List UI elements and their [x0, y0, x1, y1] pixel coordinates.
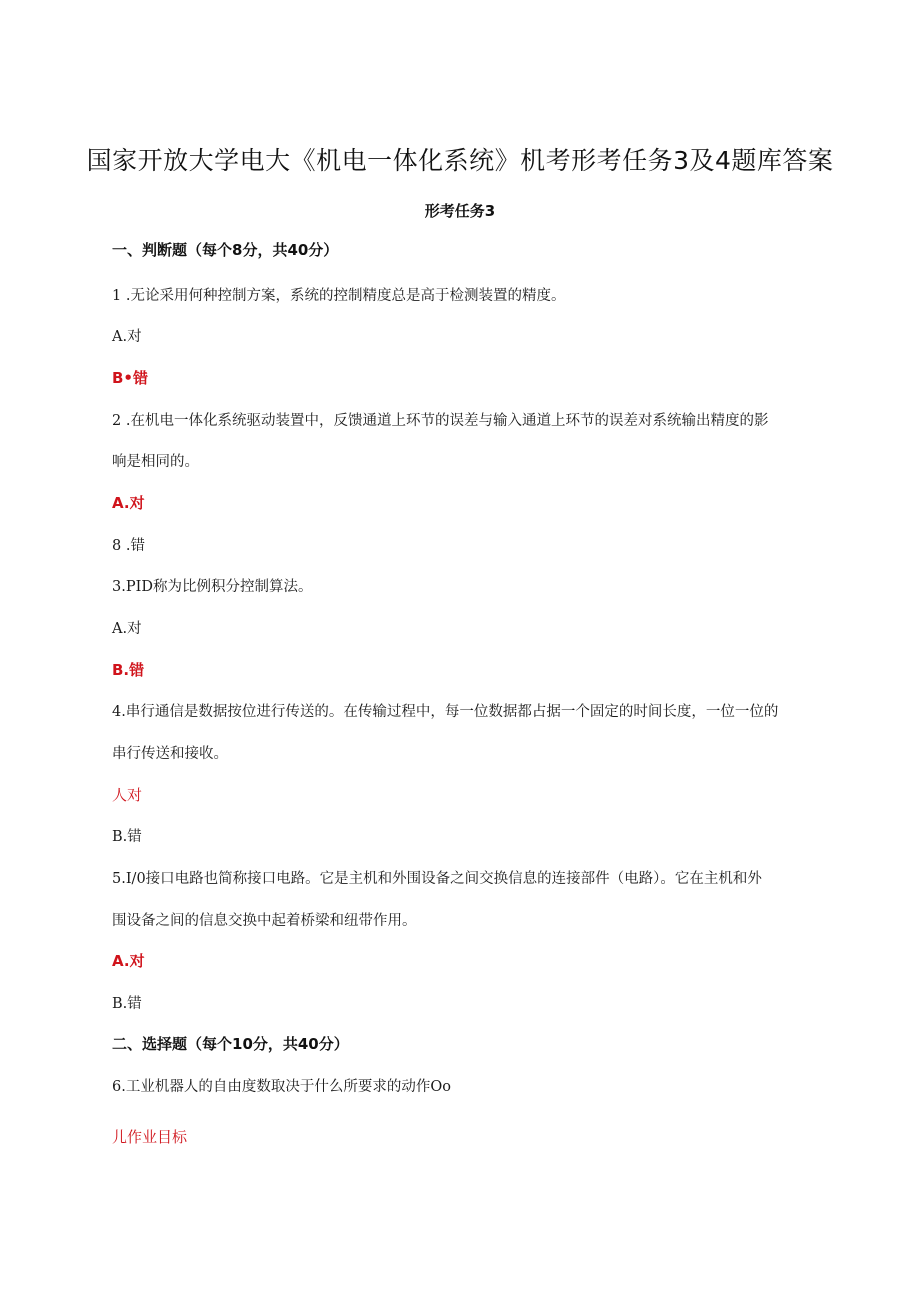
question-1-option-b-answer: B•错 — [112, 369, 149, 387]
question-6-option-a-answer: 儿作业目标 — [112, 1128, 188, 1146]
section-heading-choice: 二、选择题（每个10分，共40分） — [112, 1035, 349, 1053]
question-2-text-line2: 响是相同的。 — [112, 454, 199, 470]
question-5-option-b: B.错 — [112, 996, 142, 1012]
section-heading-judgement: 一、判断题（每个8分，共40分） — [112, 241, 339, 259]
question-2-text-line1: 2 .在机电一体化系统驱动装置中，反馈通道上环节的误差与输入通道上环节的误差对系统输出精度的影 — [112, 413, 769, 429]
question-5-text-line1: 5.I/0接口电路也简称接口电路。它是主机和外围设备之间交换信息的连接部件（电路）。它在主机和外 — [112, 871, 762, 887]
document-subtitle: 形考任务3 — [424, 202, 496, 220]
question-6-text: 6.工业机器人的自由度数取决于什么所要求的动作Oo — [112, 1079, 451, 1095]
question-2-option-b: 8 .错 — [112, 538, 145, 554]
question-1-option-a: A.对 — [112, 329, 142, 345]
question-4-option-a-answer: 人对 — [112, 786, 143, 804]
question-5-option-a-answer: A.对 — [112, 952, 145, 970]
question-2-option-a-answer: A.对 — [112, 494, 145, 512]
document-title: 国家开放大学电大《机电一体化系统》机考形考任务3及4题库答案 — [86, 146, 834, 175]
question-3-option-b-answer: B.错 — [112, 661, 145, 679]
question-3-text: 3.PID称为比例积分控制算法。 — [112, 579, 313, 595]
question-4-option-b: B.错 — [112, 829, 142, 845]
question-4-text-line1: 4.串行通信是数据按位进行传送的。在传输过程中，每一位数据都占据一个固定的时间长度，一位一位的 — [112, 704, 779, 720]
question-5-text-line2: 围设备之间的信息交换中起着桥梁和纽带作用。 — [112, 913, 417, 929]
question-1-text: 1 .无论采用何种控制方案，系统的控制精度总是高于检测装置的精度。 — [112, 288, 566, 304]
question-4-text-line2: 串行传送和接收。 — [112, 746, 228, 762]
question-3-option-a: A.对 — [112, 621, 142, 637]
